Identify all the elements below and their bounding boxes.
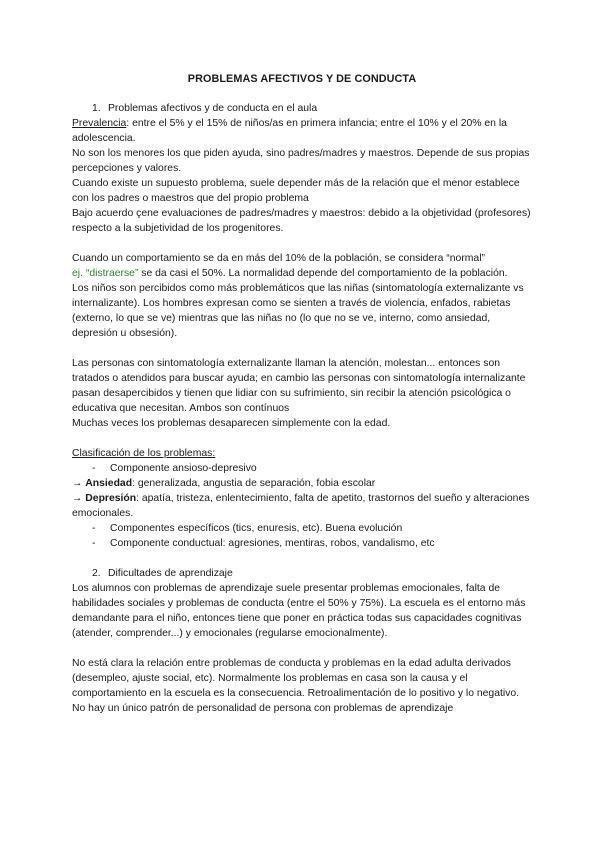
section2-heading-text: Dificultades de aprendizaje [108, 568, 233, 579]
arrow-icon: → [72, 478, 83, 489]
list-item-text: Componente conductual: agresiones, mentiras, robos, vandalismo, etc [110, 538, 435, 549]
paragraph: Los alumnos con problemas de aprendizaje suele presentar problemas emocionales, falta de habilidades sociales y problemas de conducta (entre el 50% y 75%). La escuela es el entorno más demandante para el niño, entonces tiene que poner en práctica todas sus capacidades cognitivas (atender, comprender...) y emocionales (regularse emocionalmente). [72, 583, 526, 639]
list-item-text: Componente ansioso-depresivo [110, 463, 257, 474]
ansiedad-label: Ansiedad [85, 478, 133, 489]
paragraph: Muchas veces los problemas desaparecen simplemente con la edad. [72, 418, 391, 429]
depresion-label: Depresión [85, 493, 137, 504]
list-item-text: Componentes específicos (tics, enuresis, etc). Buena evolución [110, 523, 403, 534]
paragraph: Cuando existe un supuesto problema, suele depender más de la relación que el menor establece con los padres o maestros que del propio problema [72, 178, 520, 204]
list-item [72, 521, 532, 536]
prevalencia-text: : entre el 5% y el 15% de niños/as en primera infancia; entre el 10% y el 20% en la adolescencia. [72, 118, 507, 144]
ansiedad-text: : generalizada, angustia de separación, fobia escolar [132, 478, 376, 489]
section2-heading [72, 566, 532, 581]
paragraph: No hay un único patrón de personalidad de persona con problemas de aprendizaje [72, 703, 454, 714]
section2-number: 2. [92, 568, 101, 579]
normalidad-end: se da casi el 50%. La normalidad depende del comportamiento de la población. [138, 268, 508, 279]
section1-heading [72, 101, 532, 116]
prevalencia-label: Prevalencia [72, 118, 127, 129]
example-highlight: ej. “distraerse” [72, 268, 139, 279]
normalidad-paragraph [72, 251, 532, 281]
ansiedad-line [72, 476, 532, 491]
depresion-line [72, 491, 532, 521]
clasificacion-heading: Clasificación de los problemas: [72, 448, 216, 459]
bullet-dash: - [92, 538, 96, 549]
paragraph: Bajo acuerdo çene evaluaciones de padres/madres y maestros: debido a la objetividad (profesores) respecto a la subjetividad de los progenitores. [72, 208, 531, 234]
normalidad-start: Cuando un comportamiento se da en más del 10% de la población, se considera “normal” [72, 253, 485, 264]
section1-heading-text: Problemas afectivos y de conducta en el aula [108, 103, 318, 114]
document-title: PROBLEMAS AFECTIVOS Y DE CONDUCTA [187, 73, 417, 85]
paragraph: Las personas con sintomatología externalizante llaman la atención, molestan... entonces son tratados o atendidos para buscar ayuda; en cambio las personas con sintomatología internalizante pasan desapercibidos y tienen que lidiar con su sufrimiento, sin recibir la atención psicológica o educativa que necesitan. Ambos son contínuos [72, 358, 526, 414]
paragraph: No son los menores los que piden ayuda, sino padres/madres y maestros. Depende de sus propias percepciones y valores. [72, 148, 530, 174]
document-page [72, 72, 532, 716]
bullet-dash: - [92, 463, 96, 474]
prevalencia-paragraph [72, 116, 532, 146]
section1-number: 1. [92, 103, 101, 114]
list-item [72, 536, 532, 551]
depresion-text: : apatía, tristeza, enlentecimiento, falta de apetito, trastornos del sueño y alteraciones emocionales. [72, 493, 530, 519]
arrow-icon: → [72, 493, 83, 504]
bullet-dash: - [92, 523, 96, 534]
list-item [72, 461, 532, 476]
paragraph: No está clara la relación entre problemas de conducta y problemas en la edad adulta derivados (desempleo, ajuste social, etc). Normalmente los problemas en casa son la causa y el comportamiento en la escuela es la consecuencia. Retroalimentación de lo positivo y lo negativo. [72, 658, 520, 699]
paragraph: Los niños son percibidos como más problemáticos que las niñas (sintomatología externalizante vs internalizante). Los hombres expresan como se sienten a través de violencia, enfados, rabietas (externo, lo que se ve) mientras que las niñas no (lo que no se ve, interno, como ansiedad, depresión u obsesión). [72, 283, 524, 339]
